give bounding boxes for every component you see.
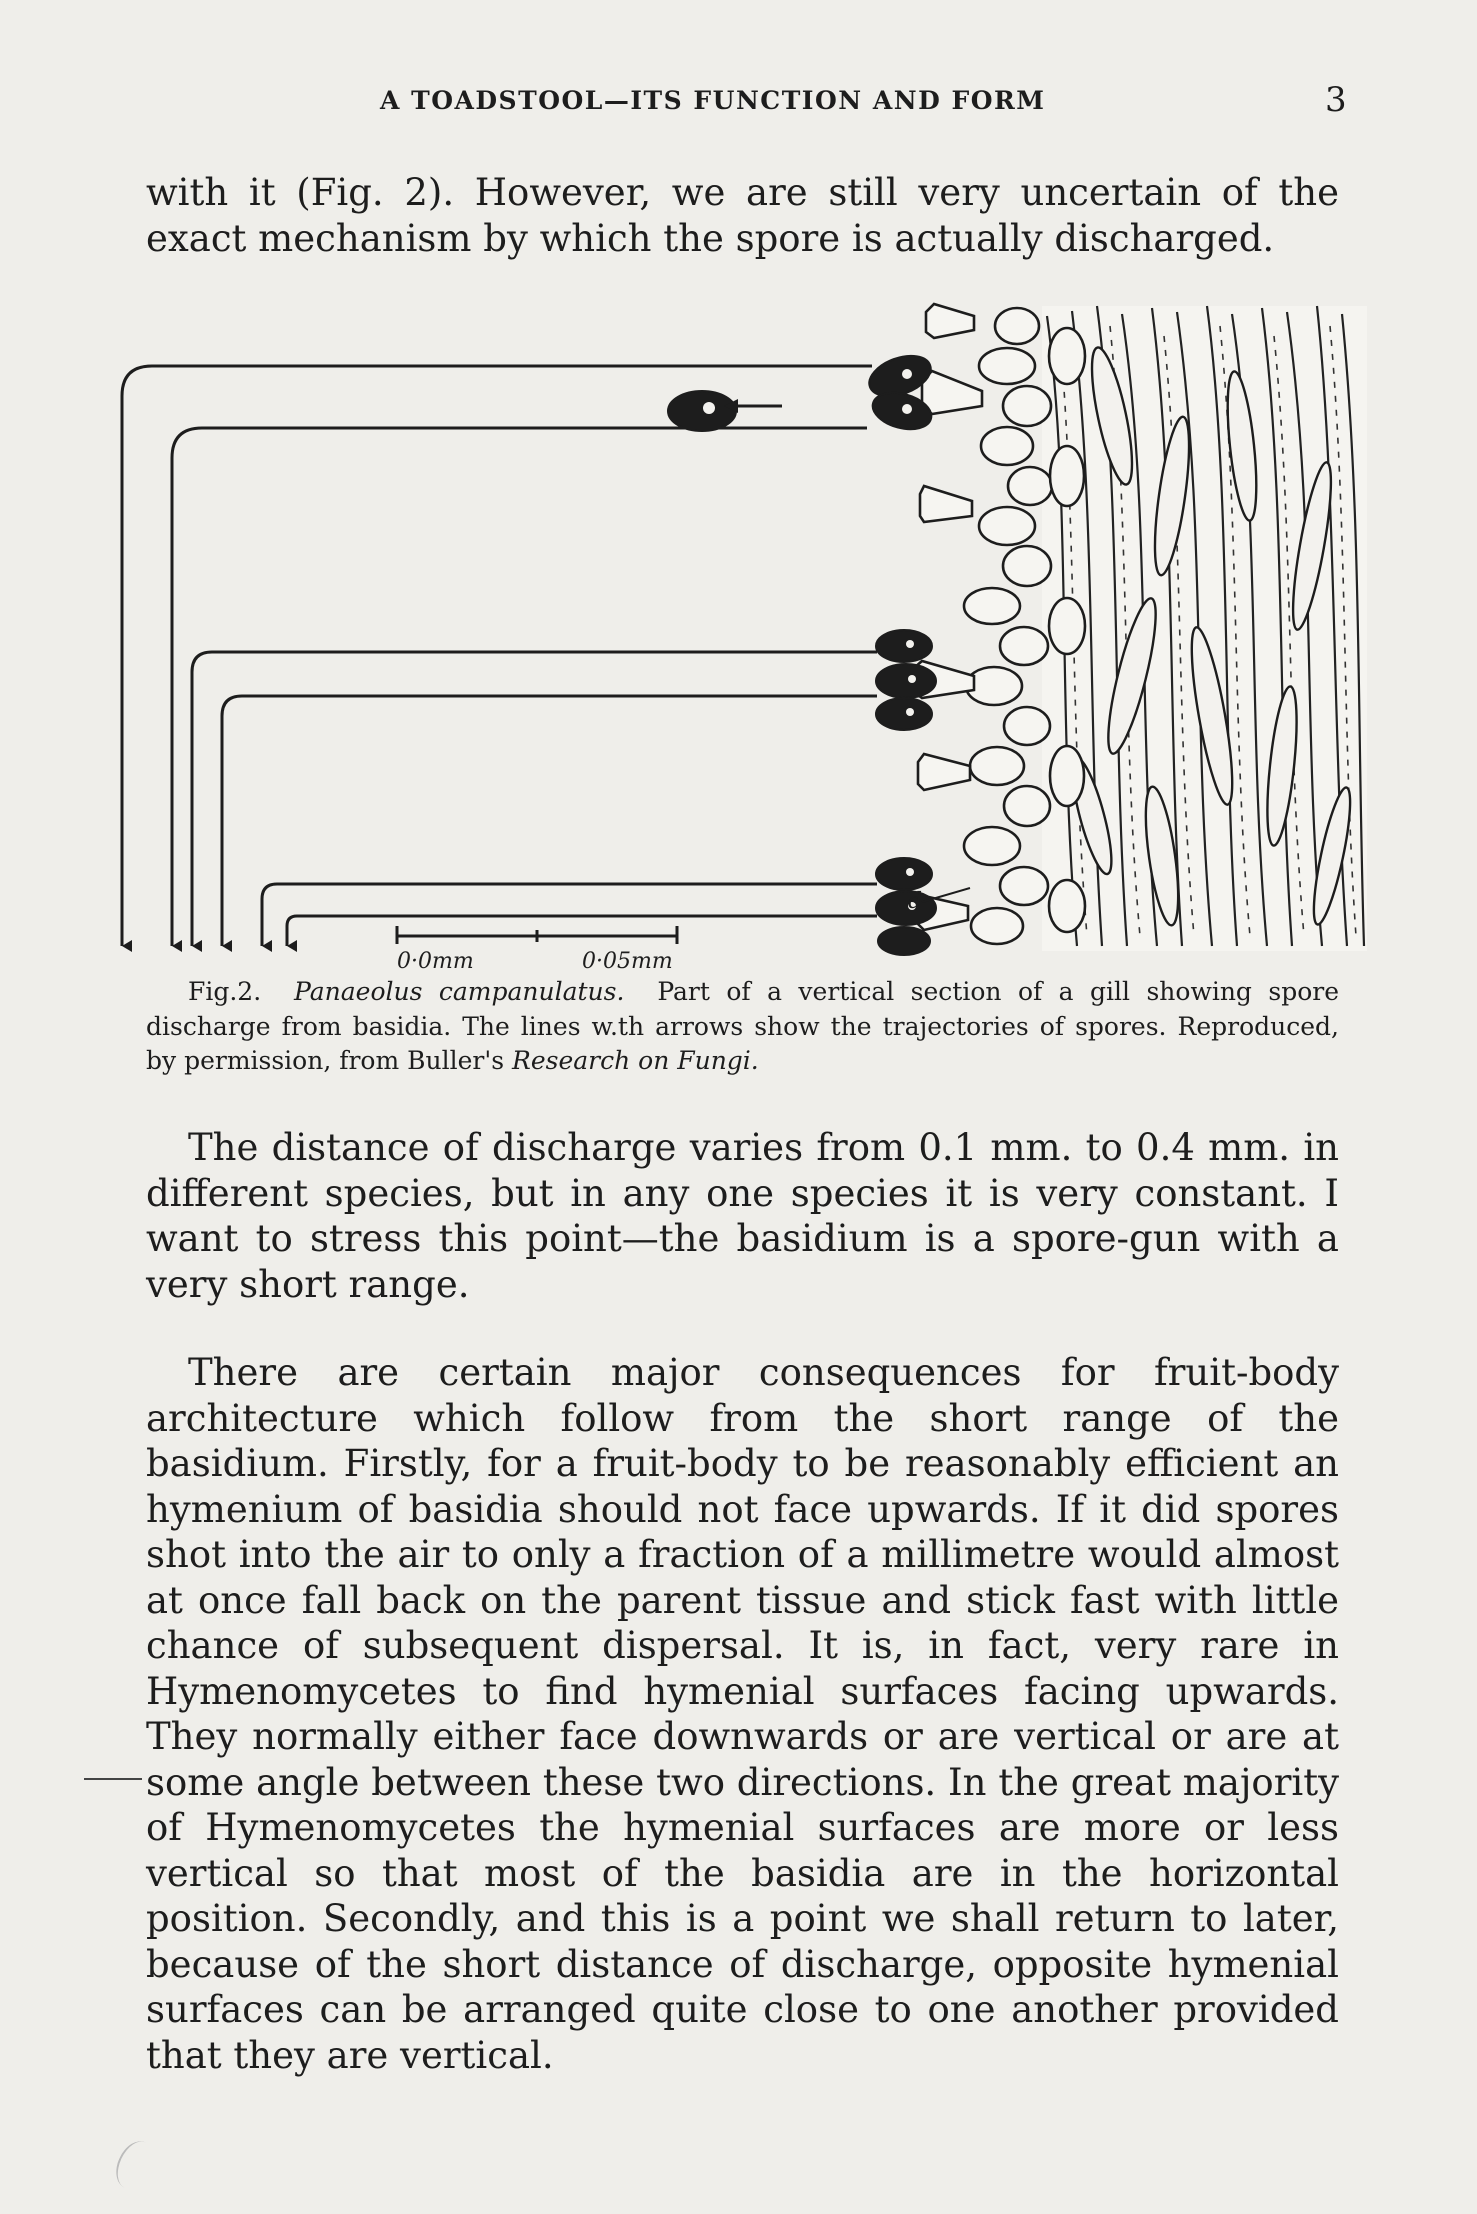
paragraph-discharge-distance: The distance of discharge varies from 0.1 mm. to 0.4 mm. in different species, but in any one species it is very constant. I want to stress this point—the basidium is a spore-gun with a very short range. bbox=[146, 1126, 1339, 1306]
caption-fig-label: Fig.2. bbox=[188, 977, 262, 1006]
figure-gill-section bbox=[112, 296, 1382, 974]
paragraph-architecture: There are certain major consequences for fruit-body architecture which follow from the short range of the basidium. Firstly, for a fruit-body to be reasonably efficient an hymenium of basidia should not face upwards. If it did spores shot into the air to only a fraction of a millimetre would almost at once fall back on the parent tissue and stick fast with little chance of subsequent dispersal. It is, in fact, very rare in Hymenomycetes to find hymenial surfaces facing upwards. They normally either face downwards or are vertical or are at some angle between these two directions. In the great majority of Hymenomycetes the hymenial surfaces are more or less vertical so that most of the basidia are in the horizontal position. Secondly, and this is a point we shall return to later, because of the short distance of discharge, opposite hymenial surfaces can be arranged quite close to one another provided that they are vertical. bbox=[146, 1351, 1339, 2077]
running-head: A TOADSTOOL—ITS FUNCTION AND FORM bbox=[380, 86, 1046, 115]
caption-text: Part of a vertical section of a gill showing spore discharge from basidia. The lines w.th arrows show the trajectories of spores. Reproduced, by permission, from Buller's bbox=[146, 977, 1340, 1075]
paragraph-continued: with it (Fig. 2). However, we are still very uncertain of the exact mechanism by which the spore is actually discharged. bbox=[146, 171, 1339, 260]
margin-pencil-mark bbox=[84, 1778, 142, 1780]
page-smudge bbox=[109, 2135, 161, 2195]
caption-book-title: Research on Fungi. bbox=[512, 1046, 759, 1075]
caption-species: Panaeolus campanulatus. bbox=[294, 977, 625, 1006]
scale-label-right: 0·05mm bbox=[582, 949, 673, 974]
figure-caption bbox=[146, 975, 1339, 1079]
figure-label-d: d bbox=[908, 889, 923, 914]
gill-tissue bbox=[1042, 306, 1367, 951]
scale-label-left: 0·0mm bbox=[397, 949, 474, 974]
spore-trajectories bbox=[122, 366, 877, 946]
gill-section-illustration bbox=[112, 296, 1382, 974]
page-number: 3 bbox=[1325, 80, 1347, 120]
scale-bar bbox=[397, 926, 677, 944]
